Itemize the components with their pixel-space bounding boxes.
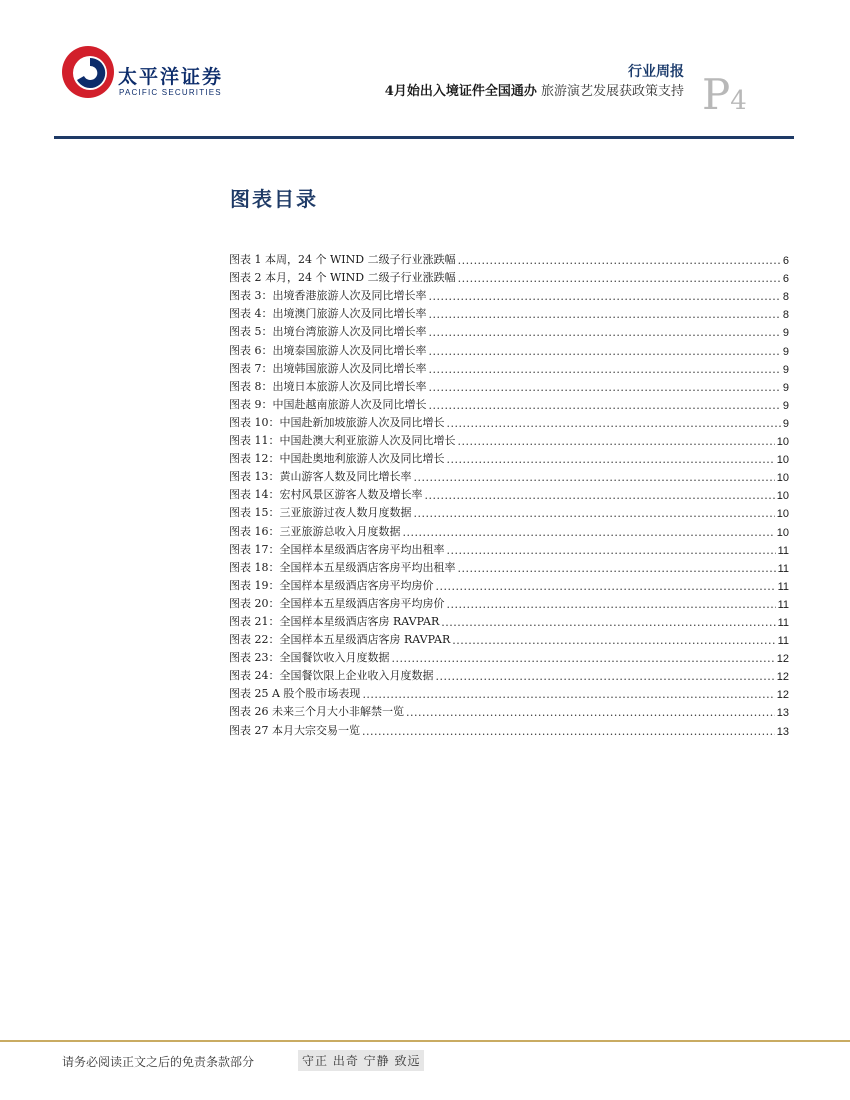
toc-leader-dots: [436, 580, 776, 593]
toc-leader-dots: [406, 706, 775, 719]
toc-entry-label: 图表 1 本周，24 个 WIND 二级子行业涨跌幅: [229, 253, 456, 267]
toc-entry-page: 12: [776, 671, 789, 684]
page-indicator: [702, 70, 747, 126]
toc-entry[interactable]: [229, 448, 789, 466]
toc-entry[interactable]: [229, 376, 789, 394]
toc-entry-page: 13: [776, 725, 789, 738]
toc-entry-label: 图表 22：全国样本五星级酒店客房 RAVPAR: [229, 633, 451, 647]
toc-entry-page: 8: [782, 309, 789, 322]
toc-entry[interactable]: [229, 683, 789, 701]
toc-leader-dots: [447, 417, 781, 430]
toc-entry-page: 10: [776, 454, 789, 467]
toc-entry-page: 11: [777, 616, 789, 629]
toc-entry[interactable]: [229, 575, 789, 593]
toc-entry[interactable]: [229, 249, 789, 267]
toc-entry[interactable]: [229, 539, 789, 557]
toc-entry[interactable]: [229, 611, 789, 629]
toc-entry[interactable]: [229, 412, 789, 430]
toc-entry[interactable]: [229, 484, 789, 502]
brand-name-cn: 太平洋证券: [118, 66, 224, 88]
toc-leader-dots: [447, 598, 776, 611]
toc-entry-page: 13: [776, 707, 789, 720]
toc-entry-page: 9: [782, 399, 789, 412]
page-number: 4: [730, 86, 747, 116]
toc-leader-dots: [447, 453, 775, 466]
toc-leader-dots: [458, 272, 781, 285]
toc-entry[interactable]: [229, 719, 789, 737]
toc-entry[interactable]: [229, 502, 789, 520]
toc-entry[interactable]: [229, 358, 789, 376]
toc-entry-page: 9: [782, 345, 789, 358]
toc-entry[interactable]: [229, 629, 789, 647]
report-title-main: 4月始出入境证件全国通办: [384, 84, 537, 99]
toc-entry-page: 11: [777, 544, 789, 557]
toc-entry-label: 图表 10：中国赴新加坡旅游人次及同比增长: [229, 415, 445, 429]
toc-leader-dots: [429, 326, 781, 339]
toc-leader-dots: [429, 363, 781, 376]
toc-leader-dots: [425, 489, 775, 502]
toc-entry-label: 图表 20：全国样本五星级酒店客房平均房价: [229, 596, 445, 610]
toc-entry-label: 图表 19：全国样本星级酒店客房平均房价: [229, 578, 434, 592]
page-header: [0, 0, 850, 140]
toc-leader-dots: [458, 254, 781, 267]
toc-entry[interactable]: [229, 557, 789, 575]
toc-entry-label: 图表 17：全国样本星级酒店客房平均出租率: [229, 542, 445, 556]
toc-entry-label: 图表 26 未来三个月大小非解禁一览: [229, 705, 404, 719]
toc-entry-label: 图表 27 本月大宗交易一览: [229, 723, 360, 737]
toc-leader-dots: [429, 290, 781, 303]
toc-heading: 图表目录: [230, 187, 318, 211]
toc-entry-label: 图表 25 A 股个股市场表现: [229, 687, 361, 701]
toc-leader-dots: [447, 544, 776, 557]
toc-entry-label: 图表 13：黄山游客人数及同比增长率: [229, 470, 412, 484]
toc-entry-label: 图表 15：三亚旅游过夜人数月度数据: [229, 506, 412, 520]
toc-entry-label: 图表 12：中国赴奥地利旅游人次及同比增长: [229, 452, 445, 466]
toc-leader-dots: [403, 526, 775, 539]
toc-entry[interactable]: [229, 466, 789, 484]
toc-entry-page: 9: [782, 381, 789, 394]
toc-list: [229, 249, 789, 738]
brand-name-en: PACIFIC SECURITIES: [119, 88, 222, 97]
toc-entry[interactable]: [229, 593, 789, 611]
toc-entry[interactable]: [229, 321, 789, 339]
toc-entry-label: 图表 14：宏村风景区游客人数及增长率: [229, 488, 423, 502]
toc-entry[interactable]: [229, 701, 789, 719]
toc-entry-label: 图表 7：出境韩国旅游人次及同比增长率: [229, 361, 427, 375]
toc-entry[interactable]: [229, 339, 789, 357]
toc-entry-label: 图表 16：三亚旅游总收入月度数据: [229, 524, 401, 538]
toc-leader-dots: [452, 634, 775, 647]
toc-entry-page: 11: [777, 635, 789, 648]
toc-entry[interactable]: [229, 665, 789, 683]
toc-leader-dots: [436, 670, 775, 683]
header-divider: [54, 136, 794, 139]
page-letter: P: [702, 70, 731, 119]
toc-leader-dots: [429, 345, 781, 358]
toc-entry[interactable]: [229, 430, 789, 448]
toc-entry[interactable]: [229, 647, 789, 665]
toc-entry-page: 12: [776, 689, 789, 702]
toc-entry-page: 9: [782, 363, 789, 376]
toc-entry-label: 图表 8：出境日本旅游人次及同比增长率: [229, 379, 427, 393]
toc-entry-label: 图表 24：全国餐饮限上企业收入月度数据: [229, 669, 434, 683]
toc-leader-dots: [362, 688, 774, 701]
toc-entry-label: 图表 5：出境台湾旅游人次及同比增长率: [229, 325, 427, 339]
report-title: [385, 80, 684, 99]
toc-leader-dots: [392, 652, 775, 665]
toc-entry-label: 图表 2 本月，24 个 WIND 二级子行业涨跌幅: [229, 271, 456, 285]
toc-leader-dots: [458, 435, 775, 448]
toc-entry-page: 9: [782, 417, 789, 430]
toc-entry[interactable]: [229, 303, 789, 321]
company-motto: 守正 出奇 宁静 致远: [298, 1050, 424, 1071]
disclaimer-note: 请务必阅读正文之后的免责条款部分: [62, 1055, 255, 1069]
toc-entry-page: 11: [777, 598, 789, 611]
toc-leader-dots: [429, 308, 781, 321]
toc-leader-dots: [362, 725, 775, 738]
toc-entry-page: 10: [776, 436, 789, 449]
footer-divider: [0, 1040, 850, 1042]
toc-leader-dots: [414, 507, 775, 520]
toc-entry-label: 图表 9：中国赴越南旅游人次及同比增长: [229, 397, 427, 411]
toc-leader-dots: [441, 616, 775, 629]
pacific-securities-logo-icon: [60, 44, 116, 100]
toc-entry-page: 6: [782, 273, 789, 286]
toc-entry-page: 6: [782, 255, 789, 268]
toc-entry-label: 图表 23：全国餐饮收入月度数据: [229, 651, 390, 665]
toc-entry-page: 12: [776, 653, 789, 666]
toc-entry-page: 11: [777, 562, 789, 575]
toc-entry-page: 8: [782, 291, 789, 304]
toc-entry-label: 图表 4：出境澳门旅游人次及同比增长率: [229, 307, 427, 321]
toc-entry-page: 10: [776, 490, 789, 503]
toc-entry-page: 10: [776, 526, 789, 539]
toc-entry-label: 图表 21：全国样本星级酒店客房 RAVPAR: [229, 614, 440, 628]
toc-entry-page: 11: [777, 580, 789, 593]
toc-leader-dots: [429, 399, 781, 412]
toc-entry-label: 图表 3：出境香港旅游人次及同比增长率: [229, 289, 427, 303]
report-type: 行业周报: [628, 64, 684, 80]
toc-entry[interactable]: [229, 285, 789, 303]
toc-leader-dots: [429, 381, 781, 394]
toc-entry[interactable]: [229, 394, 789, 412]
toc-entry[interactable]: [229, 520, 789, 538]
toc-entry-label: 图表 18：全国样本五星级酒店客房平均出租率: [229, 560, 456, 574]
toc-entry-page: 10: [776, 472, 789, 485]
toc-entry-label: 图表 6：出境泰国旅游人次及同比增长率: [229, 343, 427, 357]
toc-entry-page: 9: [782, 327, 789, 340]
toc-entry-label: 图表 11：中国赴澳大利亚旅游人次及同比增长: [229, 434, 456, 448]
toc-leader-dots: [414, 471, 775, 484]
report-title-sub: 旅游演艺发展获政策支持: [540, 84, 684, 99]
toc-entry-page: 10: [776, 508, 789, 521]
toc-entry[interactable]: [229, 267, 789, 285]
toc-leader-dots: [458, 562, 776, 575]
